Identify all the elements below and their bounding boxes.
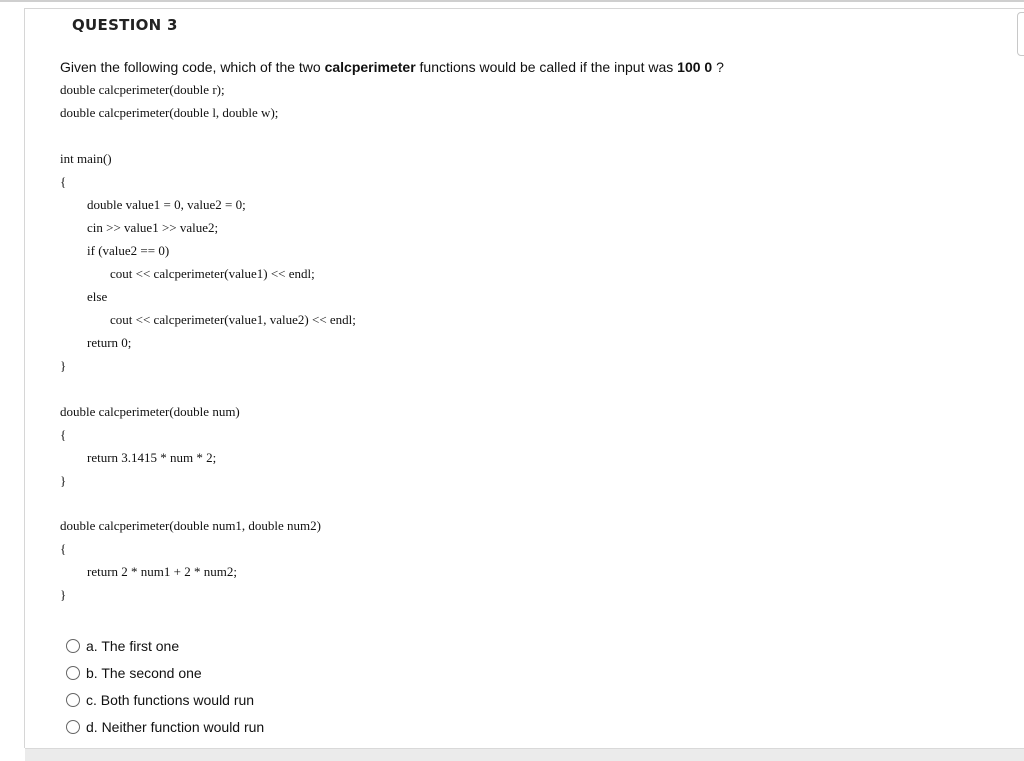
option-d-label[interactable]: d. Neither function would run — [86, 719, 265, 735]
code-line: return 0; — [87, 335, 132, 350]
code-line: cout << calcperimeter(value1) << endl; — [110, 266, 315, 281]
question-prompt — [60, 59, 724, 75]
option-b[interactable] — [66, 664, 202, 682]
code-line: cin >> value1 >> value2; — [87, 220, 219, 235]
radio-button[interactable] — [66, 666, 80, 680]
code-line: } — [60, 587, 67, 602]
prompt-text-end: ? — [712, 59, 724, 75]
question-frame-left — [24, 8, 25, 748]
radio-button[interactable] — [66, 693, 80, 707]
code-line: return 3.1415 * num * 2; — [87, 450, 217, 465]
code-line: } — [60, 358, 67, 373]
radio-button[interactable] — [66, 639, 80, 653]
option-b-label[interactable]: b. The second one — [86, 665, 202, 681]
code-line: } — [60, 473, 67, 488]
question-frame-top — [24, 8, 1024, 9]
option-c-label[interactable]: c. Both functions would run — [86, 692, 255, 708]
prompt-text-middle: functions would be called if the input was — [415, 59, 678, 75]
code-line: { — [60, 427, 67, 442]
question-title: QUESTION 3 — [72, 16, 178, 34]
side-panel-tab[interactable] — [1017, 12, 1024, 56]
code-line: double calcperimeter(double num) — [60, 404, 240, 419]
code-line: cout << calcperimeter(value1, value2) << endl; — [110, 312, 356, 327]
option-a-label[interactable]: a. The first one — [86, 638, 180, 654]
option-d[interactable] — [66, 718, 264, 736]
code-line: { — [60, 174, 67, 189]
page-top-border — [0, 0, 1024, 2]
code-line: int main() — [60, 151, 112, 166]
prompt-input-value: 100 0 — [677, 59, 713, 75]
code-line: double calcperimeter(double l, double w); — [60, 105, 279, 120]
radio-button[interactable] — [66, 720, 80, 734]
option-c[interactable] — [66, 691, 254, 709]
option-a[interactable] — [66, 637, 179, 655]
code-line: if (value2 == 0) — [87, 243, 170, 258]
prompt-function-name: calcperimeter — [324, 59, 416, 75]
code-line: double calcperimeter(double num1, double num2) — [60, 518, 322, 533]
code-line: double calcperimeter(double r); — [60, 82, 225, 97]
code-line: { — [60, 541, 67, 556]
prompt-text-start: Given the following code, which of the two — [60, 59, 325, 75]
bottom-bar — [25, 748, 1024, 761]
code-line: return 2 * num1 + 2 * num2; — [87, 564, 237, 579]
code-line: double value1 = 0, value2 = 0; — [87, 197, 246, 212]
code-line: else — [87, 289, 108, 304]
